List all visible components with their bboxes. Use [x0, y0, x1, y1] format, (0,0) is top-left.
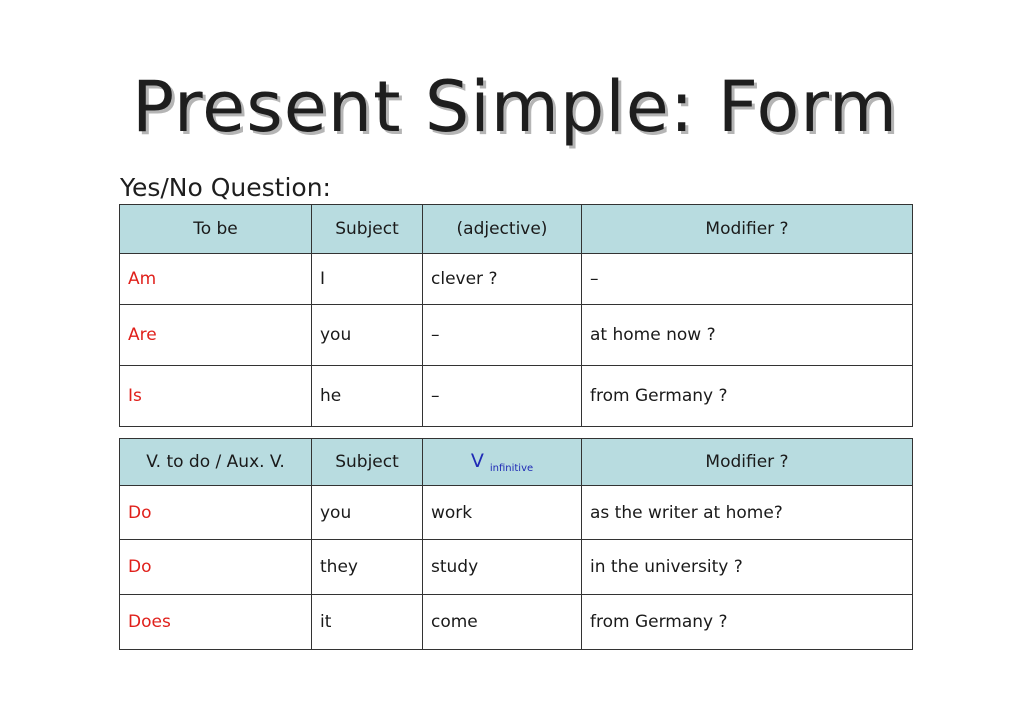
table-header-row [120, 439, 913, 486]
aux-verb-cell: Do [120, 486, 312, 540]
header-adjective: (adjective) [423, 205, 582, 254]
modifier-cell: – [582, 254, 913, 305]
header-aux-verb: V. to do / Aux. V. [120, 439, 312, 486]
modifier-cell: in the university ? [582, 540, 913, 595]
modifier-cell: at home now ? [582, 305, 913, 366]
verb-cell: come [423, 595, 582, 650]
modifier-cell: as the writer at home? [582, 486, 913, 540]
header-verb-infinitive [423, 439, 582, 486]
table-row [120, 486, 913, 540]
adjective-cell: – [423, 366, 582, 427]
table-row [120, 595, 913, 650]
table-header-row [120, 205, 913, 254]
subject-cell: they [312, 540, 423, 595]
to-be-question-table [119, 204, 913, 427]
infinitive-label: infinitive [489, 463, 534, 474]
verb-symbol: V [470, 450, 484, 472]
subject-cell: it [312, 595, 423, 650]
table-row [120, 305, 913, 366]
verb-cell: Is [120, 366, 312, 427]
header-to-be: To be [120, 205, 312, 254]
table-row [120, 366, 913, 427]
header-modifier: Modifier ? [582, 439, 913, 486]
header-subject: Subject [312, 439, 423, 486]
verb-cell: work [423, 486, 582, 540]
subject-cell: you [312, 486, 423, 540]
section-subtitle: Yes/No Question: [120, 173, 331, 202]
header-modifier: Modifier ? [582, 205, 913, 254]
header-subject: Subject [312, 205, 423, 254]
subject-cell: he [312, 366, 423, 427]
modifier-cell: from Germany ? [582, 595, 913, 650]
table-row [120, 254, 913, 305]
verb-cell: study [423, 540, 582, 595]
to-do-question-table [119, 438, 913, 650]
adjective-cell: clever ? [423, 254, 582, 305]
adjective-cell: – [423, 305, 582, 366]
subject-cell: you [312, 305, 423, 366]
subject-cell: I [312, 254, 423, 305]
aux-verb-cell: Does [120, 595, 312, 650]
verb-cell: Are [120, 305, 312, 366]
modifier-cell: from Germany ? [582, 366, 913, 427]
verb-cell: Am [120, 254, 312, 305]
table-row [120, 540, 913, 595]
aux-verb-cell: Do [120, 540, 312, 595]
page-title: Present Simple: Form [131, 66, 899, 148]
